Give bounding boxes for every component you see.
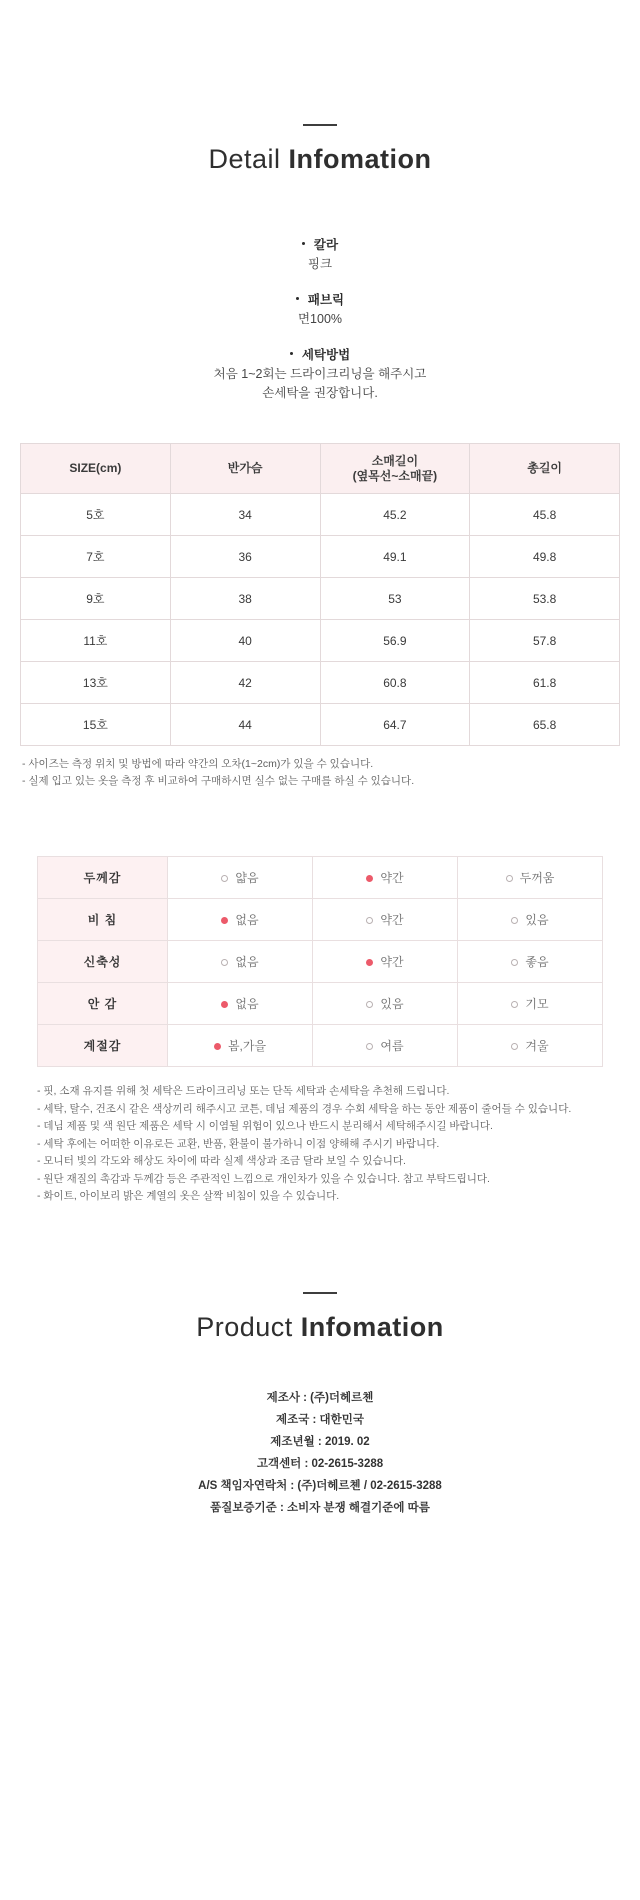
option-cell[interactable]: [458, 941, 603, 983]
attribute-label-text: 칼라: [313, 238, 339, 252]
cell-chest: 36: [170, 536, 320, 578]
attribute-value: 면100%: [297, 312, 343, 326]
cell-length: 53.8: [470, 578, 620, 620]
attribute-label: [0, 290, 640, 310]
option-label: 있음: [525, 913, 549, 927]
care-note-line: - 세탁, 탈수, 건조시 같은 색상끼리 해주시고 코튼, 데님 제품의 경우 수회 세탁을 하는 동안 제품이 줄어들 수 있습니다.: [37, 1102, 572, 1115]
cell-length: 61.8: [470, 662, 620, 704]
radio-icon[interactable]: [366, 1001, 373, 1008]
attribute-list: [0, 235, 640, 403]
option-label: 약간: [380, 955, 404, 969]
product-info-value: 소비자 분쟁 해결기준에 따름: [286, 1501, 430, 1514]
cell-size: 15호: [21, 704, 171, 746]
cell-size: 7호: [21, 536, 171, 578]
cell-size: 9호: [21, 578, 171, 620]
table-row: [38, 983, 603, 1025]
option-cell[interactable]: [168, 1025, 313, 1067]
option-label: 약간: [380, 913, 404, 927]
cell-chest: 38: [170, 578, 320, 620]
option-label: 약간: [380, 871, 404, 885]
cell-sleeve: 49.1: [320, 536, 470, 578]
radio-icon[interactable]: [221, 959, 228, 966]
heading-divider: [303, 1292, 337, 1294]
attribute-fabric: [0, 290, 640, 329]
length-col-header: 총길이: [470, 444, 620, 494]
option-cell[interactable]: [313, 983, 458, 1025]
product-info-row: [0, 1431, 640, 1453]
detail-title-bold: Infomation: [288, 144, 432, 174]
bullet-icon: [290, 352, 293, 355]
product-info-row: [0, 1387, 640, 1409]
attribute-label: [0, 235, 640, 255]
radio-icon[interactable]: [511, 959, 518, 966]
option-cell[interactable]: [458, 983, 603, 1025]
cell-sleeve: 56.9: [320, 620, 470, 662]
cell-sleeve: 64.7: [320, 704, 470, 746]
cell-sleeve: 45.2: [320, 494, 470, 536]
bottom-spacer: [0, 1519, 640, 1619]
option-cell[interactable]: [168, 899, 313, 941]
cell-length: 45.8: [470, 494, 620, 536]
size-table: [20, 443, 620, 746]
row-label-lining: 안 감: [38, 983, 168, 1025]
cell-chest: 42: [170, 662, 320, 704]
product-title-bold: Infomation: [300, 1311, 444, 1342]
table-row: [38, 899, 603, 941]
radio-icon[interactable]: [511, 917, 518, 924]
attribute-value: 핑크: [307, 257, 333, 271]
chest-col-header: 반가슴: [170, 444, 320, 494]
radio-icon-selected[interactable]: [221, 917, 228, 924]
option-label: 없음: [235, 913, 259, 927]
product-info-key: 제조국 :: [276, 1413, 320, 1426]
product-info-value: (주)더헤르쳰: [310, 1391, 374, 1404]
cell-chest: 40: [170, 620, 320, 662]
attribute-value: 손세탁을 권장합니다.: [262, 386, 378, 400]
detail-title: [0, 144, 640, 175]
option-label: 기모: [525, 997, 549, 1011]
option-label: 있음: [380, 997, 404, 1011]
cell-length: 49.8: [470, 536, 620, 578]
care-note-line: - 화이트, 아이보리 밝은 계열의 옷은 살짝 비침이 있을 수 있습니다.: [37, 1190, 340, 1202]
cell-chest: 44: [170, 704, 320, 746]
row-label-stretch: 신축성: [38, 941, 168, 983]
care-note-line: - 세탁 후에는 어떠한 이유로든 교환, 반품, 환불이 불가하니 이점 양해해 주시기 바랍니다.: [37, 1137, 440, 1150]
option-cell[interactable]: [313, 941, 458, 983]
product-info-key: 제조년월 :: [270, 1435, 325, 1448]
product-section-heading: [0, 1292, 640, 1343]
table-row: [21, 620, 620, 662]
product-info-value: (주)더헤르쳰 / 02-2615-3288: [297, 1479, 442, 1492]
cell-size: 11호: [21, 620, 171, 662]
product-info-value: 2019. 02: [324, 1435, 370, 1448]
radio-icon-selected[interactable]: [366, 875, 373, 882]
table-row: [21, 536, 620, 578]
option-cell[interactable]: [313, 1025, 458, 1067]
option-cell[interactable]: [458, 857, 603, 899]
product-info-key: 고객센터 :: [256, 1457, 312, 1470]
care-note-line: - 데님 제품 및 색 원단 제품은 세탁 시 이염될 위험이 있으나 반드시 분리해서 세탁해주시길 바랍니다.: [37, 1120, 493, 1132]
option-label: 두꺼움: [519, 871, 555, 885]
attribute-value: 처음 1~2회는 드라이크리닝을 해주시고: [213, 367, 427, 381]
option-cell[interactable]: [458, 899, 603, 941]
option-label: 얇음: [235, 871, 259, 885]
attribute-label: [0, 345, 640, 365]
product-title-light: Product: [196, 1311, 301, 1342]
bullet-icon: [302, 242, 305, 245]
care-notes: [37, 1083, 603, 1206]
bullet-icon: [296, 297, 299, 300]
row-label-seethrough: 비 침: [38, 899, 168, 941]
attribute-color: [0, 235, 640, 274]
cell-length: 57.8: [470, 620, 620, 662]
option-cell[interactable]: [313, 857, 458, 899]
heading-divider: [303, 124, 337, 126]
size-col-header: SIZE(cm): [21, 444, 171, 494]
cell-size: 5호: [21, 494, 171, 536]
product-info-value: 대한민국: [319, 1413, 364, 1426]
attribute-label-text: 세탁방법: [301, 348, 351, 362]
product-info-value: 02-2615-3288: [311, 1457, 384, 1470]
product-info-row: [0, 1497, 640, 1519]
cell-sleeve: 53: [320, 578, 470, 620]
care-note-line: - 핏, 소재 유지를 위해 첫 세탁은 드라이크리닝 또는 단독 세탁과 손세탁을 추천해 드립니다.: [37, 1085, 450, 1097]
option-label: 겨울: [525, 1039, 549, 1053]
option-cell[interactable]: [313, 899, 458, 941]
product-info-key: 품질보증기준 :: [210, 1501, 287, 1514]
radio-icon[interactable]: [506, 875, 513, 882]
product-info-row: [0, 1409, 640, 1431]
radio-icon-selected[interactable]: [214, 1043, 221, 1050]
table-row: [38, 857, 603, 899]
product-info-row: [0, 1453, 640, 1475]
size-notes: [20, 756, 620, 790]
row-label-season: 계절감: [38, 1025, 168, 1067]
sleeve-col-header: [320, 444, 470, 494]
table-row: [21, 704, 620, 746]
option-label: 좋음: [525, 955, 549, 969]
size-note-line: - 사이즈는 측정 위치 및 방법에 따라 약간의 오차(1~2cm)가 있을 수 있습니다.: [22, 758, 374, 770]
option-cell[interactable]: [168, 857, 313, 899]
product-info-row: [0, 1475, 640, 1497]
table-row: [21, 578, 620, 620]
size-table-body: [21, 494, 620, 746]
product-info-key: A/S 책임자연락처 :: [198, 1479, 298, 1492]
size-table-header-row: [21, 444, 620, 494]
care-note-line: - 모니터 빛의 각도와 해상도 차이에 따라 실제 색상과 조금 달라 보일 수 있습니다.: [37, 1155, 406, 1167]
option-label: 없음: [235, 997, 259, 1011]
option-label: 없음: [235, 955, 259, 969]
size-note-line: - 실제 입고 있는 옷을 측정 후 비교하여 구매하시면 실수 없는 구매를 하실 수 있습니다.: [22, 775, 415, 787]
radio-icon[interactable]: [511, 1043, 518, 1050]
radio-icon[interactable]: [366, 1043, 373, 1050]
radio-icon[interactable]: [366, 917, 373, 924]
cell-chest: 34: [170, 494, 320, 536]
table-row: [21, 494, 620, 536]
row-label-thickness: 두께감: [38, 857, 168, 899]
option-cell[interactable]: [168, 983, 313, 1025]
table-row: [38, 1025, 603, 1067]
attribute-wash: [0, 345, 640, 403]
cell-sleeve: 60.8: [320, 662, 470, 704]
sleeve-col-header-line1: 소매길이: [371, 453, 419, 468]
cell-size: 13호: [21, 662, 171, 704]
product-info-key: 제조사 :: [266, 1391, 311, 1404]
product-info-list: [0, 1387, 640, 1519]
option-label: 여름: [380, 1039, 404, 1053]
sleeve-col-header-line2: (옆목선~소매끝): [352, 468, 438, 483]
product-title: [0, 1312, 640, 1343]
attribute-label-text: 패브릭: [307, 293, 345, 307]
fabric-feel-table: [37, 856, 603, 1067]
radio-icon[interactable]: [221, 875, 228, 882]
option-cell[interactable]: [458, 1025, 603, 1067]
detail-title-light: Detail: [208, 144, 289, 174]
radio-icon-selected[interactable]: [221, 1001, 228, 1008]
table-row: [21, 662, 620, 704]
radio-icon-selected[interactable]: [366, 959, 373, 966]
detail-section-heading: [0, 0, 640, 175]
care-note-line: - 원단 재질의 촉감과 두께감 등은 주관적인 느낌으로 개인차가 있을 수 있습니다. 참고 부탁드립니다.: [37, 1172, 490, 1185]
table-row: [38, 941, 603, 983]
cell-length: 65.8: [470, 704, 620, 746]
option-cell[interactable]: [168, 941, 313, 983]
option-label: 봄,가을: [227, 1039, 267, 1053]
radio-icon[interactable]: [511, 1001, 518, 1008]
